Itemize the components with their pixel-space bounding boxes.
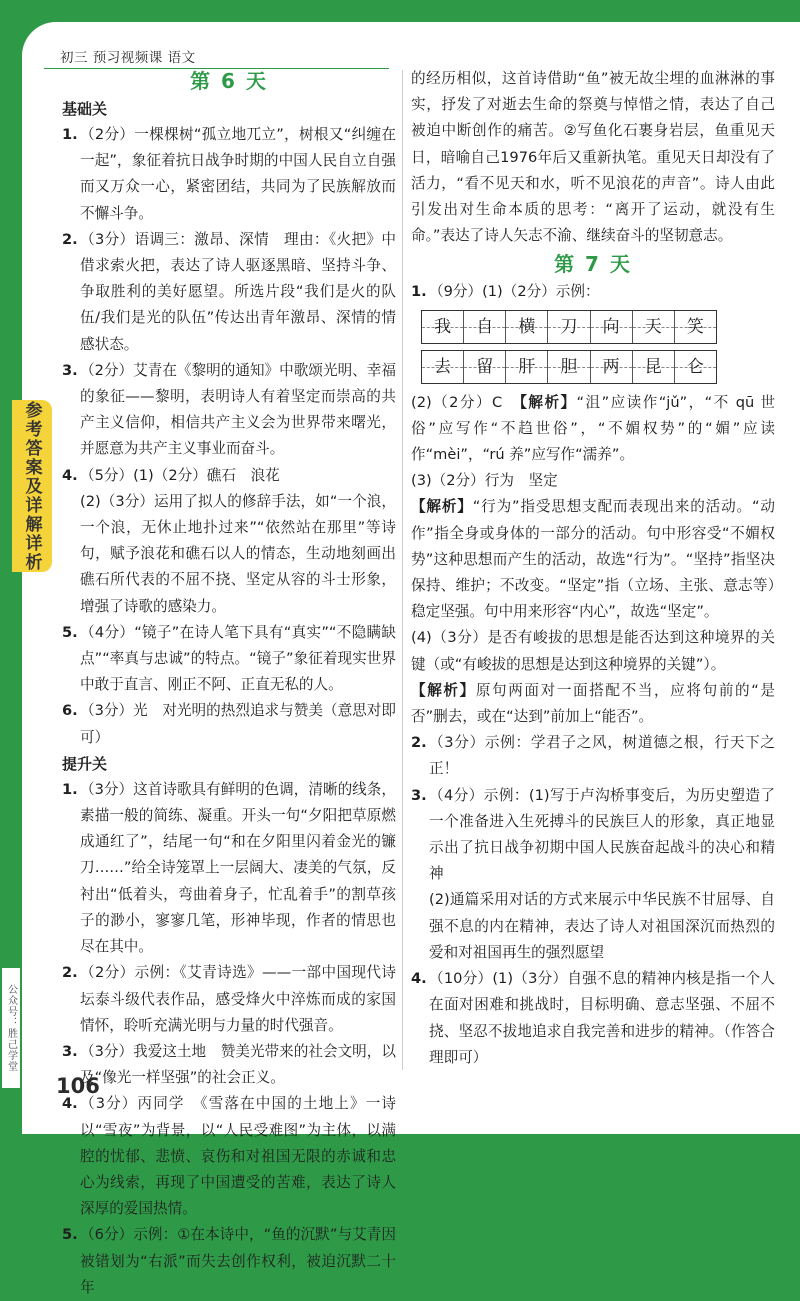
continuation-text: 的经历相似，这首诗借助“鱼”被无故尘埋的血淋淋的事实，抒发了对逝去生命的祭奠与悼惜之情，表达了自己被迫中断创作的痛苦。②写鱼化石裹身岩层，鱼重见天日，暗喻自己1976年后又重新执笔。重见天日却没有了活力，“看不见天和水，听不见浪花的声音”。诗人由此引发出对生命本质的思考：“离开了运动，就没有生命。”表达了诗人矢志不渝、继续奋斗的坚韧意志。 [411, 70, 775, 245]
answer-item [62, 698, 396, 750]
day-7-title: 第 7 天 [554, 252, 632, 277]
answer-item [62, 227, 396, 358]
answer-item [411, 730, 775, 782]
item-text: （4分）“镜子”在诗人笔下具有“真实”“不隐瞒缺点”“率真与忠诚”的特点。“镜子”象征着现实世界中敢于直言、刚正不阿、正直无私的人。 [80, 623, 396, 694]
side-tab [12, 400, 52, 572]
item-number: 3. [411, 786, 427, 804]
sub-analysis-4: 【解析】原句两面对一面搭配不当，应将句前的“是否”删去，或在“达到”前加上“能否”。 [411, 681, 775, 726]
item-text: （3分）丙同学 《雪落在中国的土地上》一诗以“雪夜”为背景，以“人民受难图”为主体，以满腔的忧郁、悲愤、哀伤和对祖国无限的赤诚和忠心为线索，再现了中国遭受的苦难，表达了诗人深厚的爱国热情。 [80, 1095, 396, 1218]
grid-cell: 天 [633, 311, 675, 343]
analysis-label: 【解析】 [519, 393, 577, 411]
item-number: 5. [62, 623, 78, 641]
item-number: 3. [62, 361, 78, 379]
answer-item [411, 783, 775, 966]
page-number: 106 [56, 1074, 100, 1098]
item-number: 4. [62, 1095, 78, 1113]
sub-answer-2: (2)（2分）C 【解析】“沮”应读作“jǔ”，“不 qū 世俗”应写作“不趋世俗”，“不媚权势”的“媚”应读作“mèi”，“rú 养”应写作“濡养”。 [411, 393, 775, 464]
item-text: （3分）我爱这土地 赞美光带来的社会文明，以及“像光一样坚强”的社会正义。 [80, 1042, 396, 1087]
grid-cell: 笑 [675, 311, 716, 343]
item-text: （2分）艾青在《黎明的通知》中歌颂光明、幸福的象征——黎明，表明诗人有着坚定而崇高的共产主义信仰，相信共产主义会为世界带来曙光，并愿意为共产主义事业而奋斗。 [80, 361, 396, 458]
item-number: 3. [62, 1042, 78, 1060]
item-text: （3分）这首诗歌具有鲜明的色调，清晰的线条，素描一般的简练、凝重。开头一句“夕阳把草原燃成通红了”，结尾一句“和在夕阳里闪着金光的镰刀……”给全诗笼罩上一层阔大、凄美的气氛，反衬出“低着头，弯曲着身子，忙乱着手”的割草孩子的渺小，寥寥几笔，形神毕现，作者的情思也尽在其中。 [80, 780, 396, 956]
answer-item [62, 960, 396, 1039]
left-column [62, 66, 396, 1301]
answer-item [411, 279, 775, 305]
grid-cell: 刀 [548, 311, 590, 343]
analysis-label: 【解析】 [411, 498, 473, 516]
sub-answer-4: (4)（3分）是否有峻拔的思想是能否达到这种境界的关键（或“有峻拔的思想是达到这种境界的关键”）。 [411, 629, 775, 673]
item-text: （9分）(1)（2分）示例： [429, 283, 600, 301]
right-column [411, 66, 775, 1071]
grid-cell: 横 [506, 311, 548, 343]
item-number: 1. [411, 283, 427, 301]
day-6-title: 第 6 天 [190, 69, 268, 93]
item-number: 6. [62, 702, 78, 720]
answer-item [62, 1091, 396, 1222]
item-text: （3分）语调三：激昂、深情 理由：《火把》中借求索火把，表达了诗人驱逐黑暗、坚持斗争、争取胜利的美好愿望。所选片段“我们是火的队伍/我们是光的队伍”传达出青年激昂、深情的情感状态。 [80, 230, 396, 353]
grid-cell: 昆 [633, 351, 675, 383]
item-text: （2分）一棵棵树“孤立地兀立”，树根又“纠缠在一起”，象征着抗日战争时期的中国人民自立自强而又万众一心，紧密团结，共同为了民族解放而不懈斗争。 [80, 126, 396, 222]
watermark-strip [2, 968, 20, 1088]
grid-cell: 留 [464, 351, 506, 383]
grid-cell: 仑 [675, 351, 716, 383]
item-number: 4. [62, 466, 78, 484]
item-number: 2. [62, 964, 78, 982]
answer-item [411, 966, 775, 1071]
item-number: 4. [411, 970, 427, 988]
column-divider [402, 70, 403, 1070]
answer-item [62, 358, 396, 463]
side-tab-label: 参考答案及详解详析 [21, 400, 42, 572]
item-text: （3分）示例：学君子之风，树道德之根，行天下之正！ [429, 734, 775, 778]
grid-cell: 自 [464, 311, 506, 343]
item-text: （5分）(1)（2分）礁石 浪花 [80, 466, 280, 484]
answer-item [62, 620, 396, 699]
answer-item [62, 777, 396, 960]
item-number: 2. [62, 230, 78, 248]
grid-cell: 两 [591, 351, 633, 383]
answer-item [62, 122, 396, 227]
item-number: 1. [62, 126, 78, 143]
calligraphy-grid-row-2 [421, 350, 717, 384]
grid-cell: 去 [422, 351, 464, 383]
item-text: （4分）示例：(1)写于卢沟桥事变后，为历史塑造了一个准备进入生死搏斗的民族巨人的形象，真正地显示出了抗日战争初期中国人民族奋起战斗的决心和精神 [429, 786, 775, 883]
item-number: 1. [62, 780, 78, 798]
item-text: （3分）光 对光明的热烈追求与赞美（意思对即可） [80, 702, 396, 746]
calligraphy-grid-row-1 [421, 310, 717, 344]
grid-cell: 向 [591, 311, 633, 343]
answer-item [62, 1222, 396, 1301]
item-text: （2分）示例：《艾青诗选》——一部中国现代诗坛泰斗级代表作品，感受烽火中淬炼而成的家国情怀，聆听充满光明与力量的时代强音。 [80, 964, 396, 1034]
answer-item [62, 1039, 396, 1091]
item-extra-text: (2)（3分）运用了拟人的修辞手法，如“一个浪，一个浪，无休止地扑过来”“依然站在那里”等诗句，赋予浪花和礁石以人的情态，生动地刻画出礁石所代表的不屈不挠、坚定从容的斗士形象，增强了诗歌的感染力。 [80, 492, 396, 615]
analysis-label: 【解析】 [411, 681, 476, 699]
grid-cell: 我 [422, 311, 464, 343]
grid-cell: 肝 [506, 351, 548, 383]
item-text: （6分）示例：①在本诗中，“鱼的沉默”与艾青因被错划为“右派”而失去创作权利，被迫沉默二十年 [80, 1226, 396, 1296]
section-advanced: 提升关 [62, 754, 108, 773]
sub-analysis-3: 【解析】“行为”指受思想支配而表现出来的活动。“动作”指全身或身体的一部分的活动。句中形容受“不媚权势”这种思想而产生的活动，故选“行为”。“坚持”指坚决保持、维护；不改变。“坚定”指（立场、主张、意志等）稳定坚强。句中用来形容“内心”，故选“坚定”。 [411, 498, 775, 621]
sub-answer-3: (3)（2分）行为 坚定 [411, 472, 558, 490]
watermark-label: 公众号：胜己学堂 [5, 984, 17, 1072]
item-extra-text: (2)通篇采用对话的方式来展示中华民族不甘屈辱、自强不息的内在精神，表达了诗人对祖国深沉而热烈的爱和对祖国再生的强烈愿望 [429, 891, 775, 961]
item-number: 2. [411, 734, 427, 752]
grid-cell: 胆 [548, 351, 590, 383]
document-header: 初三 预习视频课 语文 [60, 50, 196, 66]
item-text: （10分）(1)（3分）自强不息的精神内核是指一个人在面对困难和挑战时，目标明确、意志坚强、不屈不挠、坚忍不拔地追求自我完善和进步的精神。（作答合理即可） [429, 970, 775, 1066]
answer-item [62, 463, 396, 620]
section-basic: 基础关 [62, 100, 108, 118]
item-number: 5. [62, 1226, 78, 1244]
